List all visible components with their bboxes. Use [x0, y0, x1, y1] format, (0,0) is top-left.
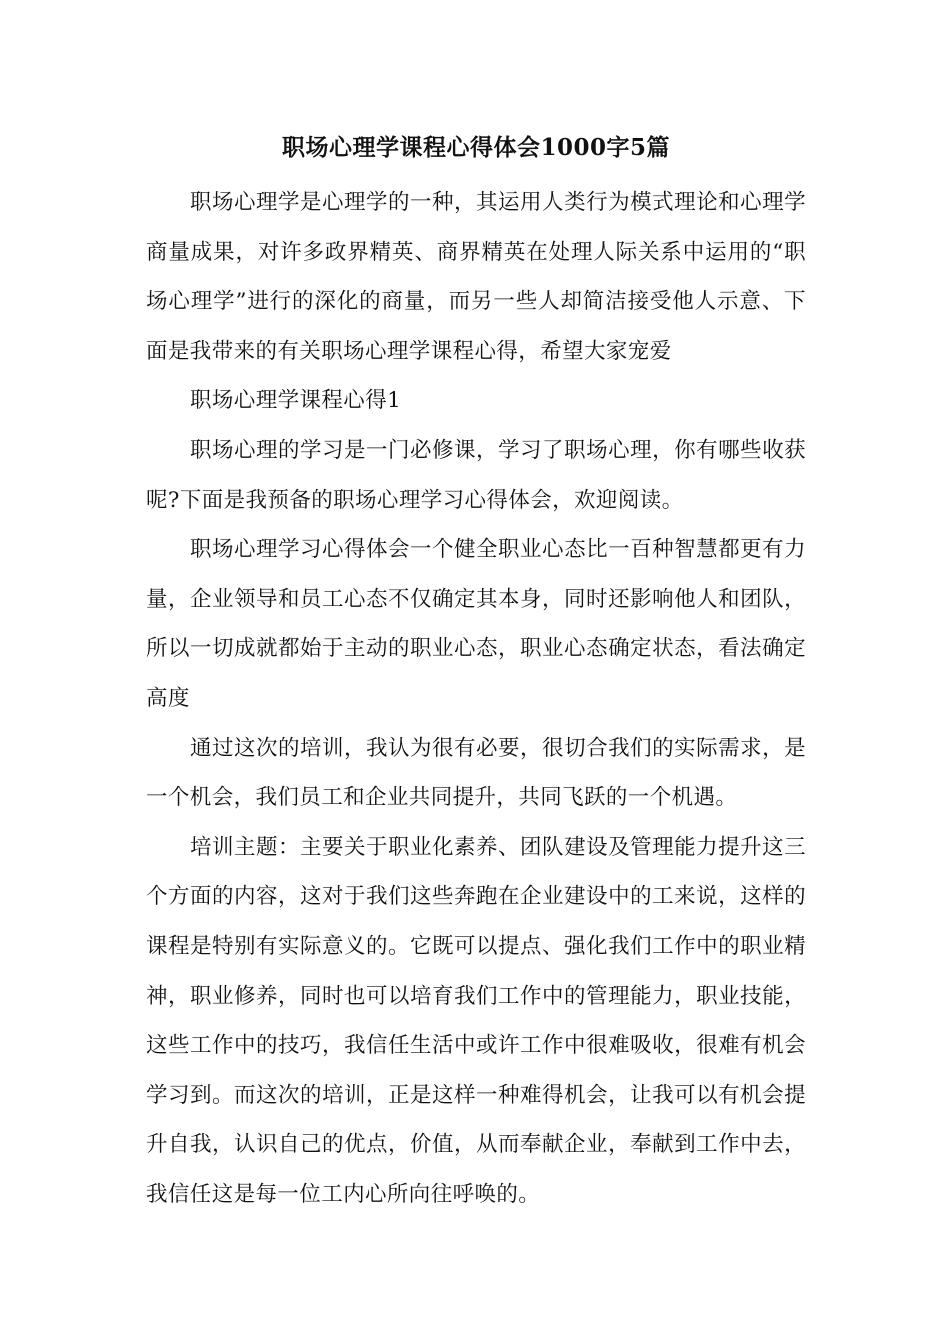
document-page [146, 128, 806, 1219]
paragraph: 通过这次的培训，我认为很有必要，很切合我们的实际需求，是一个机会，我们员工和企业共同提升，共同飞跃的一个机遇。 [146, 735, 806, 811]
paragraph-intro: 职场心理学是心理学的一种，其运用人类行为模式理论和心理学商量成果，对许多政界精英、商界精英在处理人际关系中运用的“职场心理学”进行的深化的商量，而另一些人却简洁接受他人示意、下面是我带来的有关职场心理学课程心得，希望大家宠爱 [146, 190, 806, 364]
section-heading-1: 职场心理学课程心得1 [190, 388, 402, 414]
paragraph: 职场心理的学习是一门必修课，学习了职场心理，你有哪些收获呢?下面是我预备的职场心理学习心得体会，欢迎阅读。 [146, 437, 806, 513]
paragraph: 职场心理学习心得体会一个健全职业心态比一百种智慧都更有力量，企业领导和员工心态不仅确定其本身，同时还影响他人和团队，所以一切成就都始于主动的职业心态，职业心态确定状态，看法确定高度 [146, 537, 806, 711]
paragraph: 培训主题：主要关于职业化素养、团队建设及管理能力提升这三个方面的内容，这对于我们这些奔跑在企业建设中的工来说，这样的课程是特别有实际意义的。它既可以提点、强化我们工作中的职业精神，职业修养，同时也可以培育我们工作中的管理能力，职业技能，这些工作中的技巧，我信任生活中或许工作中很难吸收，很难有机会学习到。而这次的培训，正是这样一种难得机会，让我可以有机会提升自我，认识自己的优点，价值，从而奉献企业，奉献到工作中去，我信任这是每一位工内心所向往呼唤的。 [146, 834, 806, 1207]
document-title: 职场心理学课程心得体会1000字5篇 [281, 134, 671, 161]
